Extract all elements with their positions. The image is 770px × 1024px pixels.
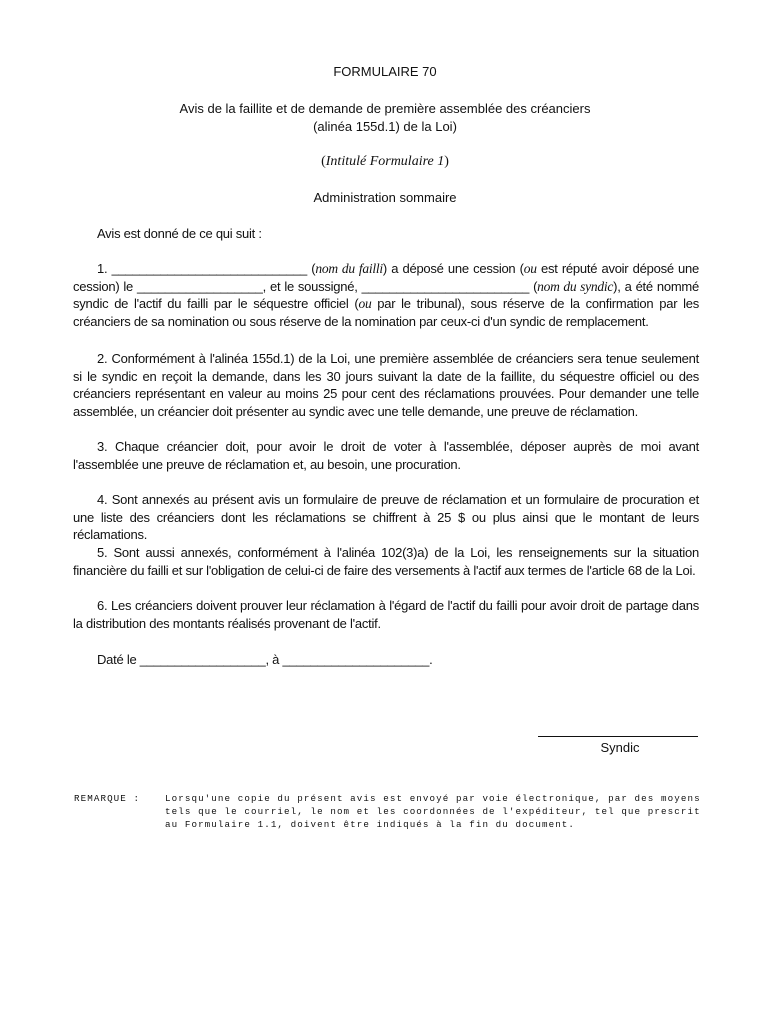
intitule-close-paren: ) xyxy=(444,154,449,169)
p1-part-a: 1. ____________________________ ( xyxy=(97,261,316,276)
remarque-label: REMARQUE : xyxy=(74,793,141,804)
avis-intro: Avis est donné de ce qui suit : xyxy=(97,226,262,241)
p1-nom-du-syndic: nom du syndic xyxy=(537,278,614,294)
date-line: Daté le __________________, à _____________________. xyxy=(97,652,433,667)
p1-part-g: ), a été nommé syndic de l'actif du failli par le séquestre officiel ( xyxy=(73,278,699,312)
form-title: FORMULAIRE 70 xyxy=(333,64,437,79)
remarque-text: Lorsqu'une copie du présent avis est envoyé par voie électronique, par des moyens tels que le courriel, le nom et les coordonnées de l'expéditeur, tel que prescrit au Formulaire 1.1, doivent être indiqués à la fin du document. xyxy=(165,793,701,830)
p4-text: 4. Sont annexés au présent avis un formulaire de preuve de réclamation et un formulaire de procuration et une liste des créanciers dont les réclamations se chiffrent à 25 $ ou plus ainsi que le montant de leurs réclamations. xyxy=(73,492,699,543)
intitule-text: Intitulé Formulaire 1 xyxy=(325,154,445,169)
form-subtitle-line2: (alinéa 155d.1) de la Loi) xyxy=(313,119,457,134)
paragraph-5 xyxy=(73,544,699,579)
administration-heading: Administration sommaire xyxy=(313,190,457,205)
paragraph-3 xyxy=(73,438,699,473)
signature-label: Syndic xyxy=(600,740,640,755)
p1-ou-2: ou xyxy=(358,296,372,312)
p5-text: 5. Sont aussi annexés, conformément à l'alinéa 102(3)a) de la Loi, les renseignements sur la situation financière du failli et sur l'obligation de celui-ci de faire des versements à l'actif aux termes de l'article 68 de la Loi. xyxy=(73,545,699,578)
signature-line xyxy=(538,722,698,737)
p6-text: 6. Les créanciers doivent prouver leur réclamation à l'égard de l'actif du failli pour avoir droit de partage dans la distribution des montants réalisés provenant de l'actif. xyxy=(73,598,699,631)
intitule-line xyxy=(0,154,770,170)
p2-text: 2. Conformément à l'alinéa 155d.1) de la Loi, une première assemblée de créanciers sera tenue seulement si le syndic en reçoit la demande, dans les 30 jours suivant la date de la faillite, du séquestre officiel ou des créanciers représentant en valeur au moins 25 pour cent des réclamations prouvées. Pour demander une telle assemblée, un créancier doit présenter au syndic avec une telle demande, une preuve de réclamation. xyxy=(73,351,699,419)
paragraph-2 xyxy=(73,350,699,420)
p1-part-e: est réputé avoir déposé une cession) le __________________, et le soussigné, ________________________ ( xyxy=(73,261,699,294)
paragraph-6 xyxy=(73,597,699,632)
p1-part-c: ) a déposé une cession ( xyxy=(382,261,524,276)
paragraph-4 xyxy=(73,491,699,544)
p1-ou-1: ou xyxy=(523,261,537,276)
form-subtitle-line1: Avis de la faillite et de demande de première assemblée des créanciers xyxy=(179,101,591,116)
paragraph-1 xyxy=(73,260,699,330)
p1-part-i: par le tribunal), sous réserve de la confirmation par les créanciers de sa nomination ou sous réserve de la nomination par ceux-ci d'un syndic de remplacement. xyxy=(73,296,699,329)
intitule-open-paren: ( xyxy=(321,154,326,169)
p1-nom-du-failli: nom du failli xyxy=(315,261,383,276)
p3-text: 3. Chaque créancier doit, pour avoir le droit de voter à l'assemblée, déposer auprès de moi avant l'assemblée une preuve de réclamation et, au besoin, une procuration. xyxy=(73,439,699,472)
